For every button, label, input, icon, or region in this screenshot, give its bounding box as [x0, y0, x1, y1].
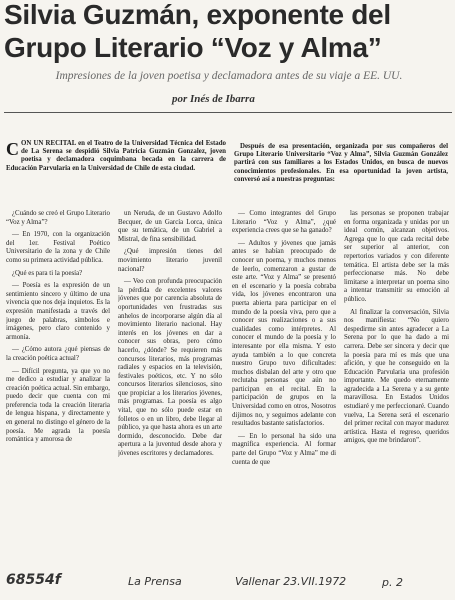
paragraph: — Veo con profunda preocupación la pérdida de excelentes valores jóvenes que por carencia absoluta de oportunidades ven frustradas sus anhelos de incorporarse algún día al movimiento literario nacional. Hay interés en los jóvenes en dar a conocer sus obras, pero cómo hacerlo, ¿dónde? Se requieren más concursos literarios, más programas radiales y espacios en la televisión, festivales poéticos, etc. Y no sólo concursos literarios silenciosos, sino que propiciar a los literarios jóvenes, más programas. La poesía es algo vital, que no sólo puede estar en folletos o en un libro, debe llegar al público, ya que hasta ahora es un arte dormido, desconocido. Debe dar apertura a la juventud desde ahora y jóvenes escritores y declamadores.: [118, 278, 222, 458]
headline-line-2: Grupo Literario “Voz y Alma”: [4, 32, 382, 63]
date: 23.VII.1972: [283, 575, 347, 588]
intro-paragraph: [234, 143, 448, 215]
subtitle: Impresiones de la joven poetisa y declamadora antes de su viaje a EE. UU.: [55, 70, 403, 82]
paragraph: ¿Cuándo se creó el Grupo Literario “Voz y Alma”?: [6, 210, 110, 226]
page-number: p. 2: [382, 576, 403, 589]
lead-paragraph: [6, 140, 226, 197]
city: Vallenar: [235, 575, 280, 588]
paragraph: — Difícil pregunta, ya que yo no me dedico a estudiar y analizar la creación poética actual. Sin embargo, puedo decir que cuenta con mi preferencia toda la creación literaria de lengua hispana, y directamente y en general no distingo el género de la poesía. Me agrada la poesía romántica y amorosa de: [6, 367, 110, 444]
paragraph: — Como integrantes del Grupo Literario “Voz y Alma”, ¿qué experiencia crees que se ha ganado?: [232, 210, 336, 235]
headline: [4, 0, 451, 64]
paragraph: — En lo personal ha sido una magnífica experiencia. Al formar parte del Grupo “Voz y Alma” me di cuenta de que: [232, 432, 336, 466]
paragraph: un Neruda, de un Gustavo Adolfo Becquer, de un García Lorca, única que su temática, de un Gabriel a Mistral, de fina sensibilidad.: [118, 210, 222, 243]
drop-cap: C: [6, 140, 19, 159]
paragraph: — En 1970, con la organización del 1er. Festival Poético Universitario de la zona y de Chile como su primera actividad pública.: [6, 231, 110, 264]
byline: por Inés de Ibarra: [172, 93, 255, 105]
column-2: [118, 210, 222, 575]
column-1: [6, 210, 110, 575]
newspaper-name: La Prensa: [128, 575, 182, 588]
paragraph: — Poesía es la expresión de un sentimiento sincero y último de una vivencia que nos deja inquietos. Es la expresión manifestada a través del juego de palabras, símbolos e imágenes, pero claro contenido y armonía.: [6, 282, 110, 341]
ref-number: 68554f: [6, 572, 61, 588]
paragraph: ¿Qué es para ti la poesía?: [12, 269, 83, 277]
column-4: [344, 210, 449, 575]
lead-text: ON UN RECITAL en el Teatro de la Universidad Técnica del Estado de La Serena se despidió Silvia Patricia Guzmán Gonzalez, joven poetisa y declamadora coquimbana becada en la carrera de Educación Parvularia en la Universidad de Chile de esta ciudad.: [6, 140, 226, 172]
city-name: [235, 575, 346, 588]
paragraph: ¿Qué impresión tienes del movimiento literario juvenil nacional?: [118, 248, 222, 273]
headline-line-1: Silvia Guzmán, exponente del: [4, 0, 391, 30]
column-3: [232, 210, 336, 575]
paragraph: — ¿Cómo autora ¿qué piensas de la creación poética actual?: [6, 346, 110, 362]
divider-top: [4, 112, 452, 113]
paragraph: Al finalizar la conversación, Silvia nos manifiesta: “No quiero despedirme sin antes agradecer a La Serena por lo que ha dado a mi carrera. Debe ser sincera y decir que la poesía para mí es más que una afición, y que he conseguido en la Educación Parvularia una profesión importante. Me quedo eternamente agradecida a La Serena y a su gente maravillosa. En Estados Unidos estudiaré y me perfeccionaré. Cuando vuelva, La Serena será el escenario del primer recital con mayor madurez artística. Hasta el regreso, queridos amigos, que me brindaron”.: [344, 308, 449, 445]
paragraph: — Adultos y jóvenes que jamás antes se habían preocupado de conocer un poema, y muchos menos de leerlo, comenzaron a gustar de este arte. “Voz y Alma” se presentó en el escenario y la poesía cobraba vida, los jóvenes encontraron una puerta abierta para participar en el mundo de la poesía viva, pero que a conocer sus realizaciones o a sus cualidades como intérpretes. Al conocer el mundo de la poesía y lo interesante por ella misma. Y esto ayuda también a lo que concreta nuestro Grupo tuvo dificultades: muchos disbalan del arte y otro que reclutaba personas que aún no participan en el recital. En la participación de grupos en la Universidad como en otros, Nosotros dijimos no, y seguimos adelante con resultados bastante satisfactorios.: [232, 239, 336, 428]
paragraph: las personas se proponen trabajar en forma organizada y unidas por un ideal común, alcanzan objetivos. Agrega que lo que cada recital debe ser superior al anterior, con repertorios variados y con diferente temática. El artista debe ser la más perfeccionarse más. No debe limitarse a interpretar un poema sino a intentar transmitir su emoción al público.: [344, 210, 449, 303]
intro-text: Después de esa presentación, organizada por sus compañeros del Grupo Literario Universitario “Voz y Alma”, Silvia Guzmán González partirá con sus familiares a los Estados Unidos, en busca de nuevos conocimientos profesionales. En esa oportunidad la joven artista, conversó así a nuestras preguntas:: [234, 143, 448, 183]
